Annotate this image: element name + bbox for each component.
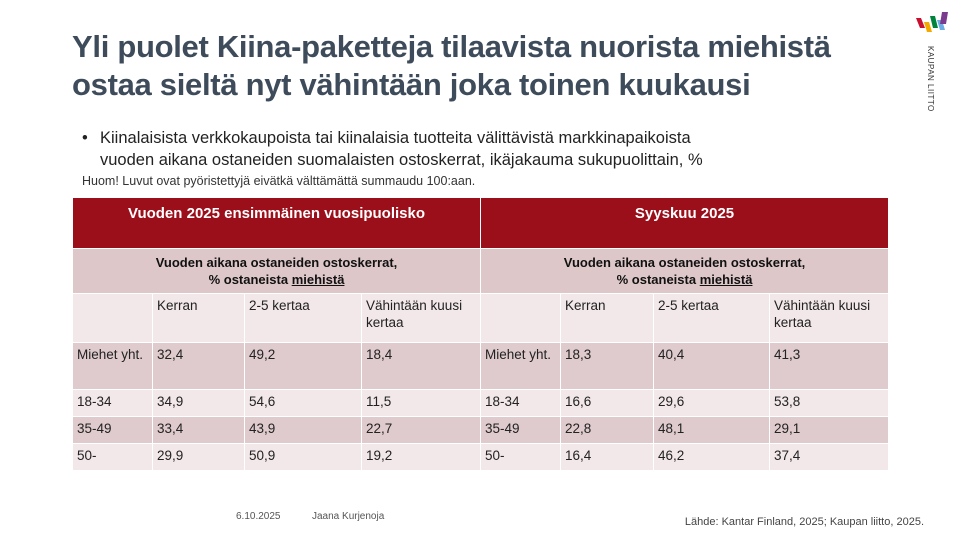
- table-row: [73, 444, 889, 471]
- empty-header-cell: [73, 294, 153, 343]
- column-header: Kerran: [561, 294, 654, 343]
- period-header: Vuoden 2025 ensimmäinen vuosipuolisko: [73, 198, 481, 249]
- subheader: [481, 249, 889, 294]
- column-header: Vähintään kuusi kertaa: [362, 294, 481, 343]
- subheader-line2: % ostaneista: [208, 272, 292, 287]
- source-text: Lähde: Kantar Finland, 2025; Kaupan liitto, 2025.: [684, 516, 924, 528]
- table-cell: 22,8: [561, 417, 654, 444]
- table-cell: 29,1: [770, 417, 889, 444]
- subheader-line2: % ostaneista: [616, 272, 700, 287]
- table-row: [73, 417, 889, 444]
- row-label: 18-34: [73, 390, 153, 417]
- subheader-line1: Vuoden aikana ostaneiden ostoskerrat,: [155, 255, 398, 270]
- table-cell: 32,4: [153, 343, 245, 390]
- logo-text: KAUPAN LIITTO: [926, 46, 935, 112]
- column-header: 2-5 kertaa: [654, 294, 770, 343]
- table-cell: 43,9: [245, 417, 362, 444]
- title-line: Yli puolet Kiina-paketteja tilaavista nuorista miehistä: [72, 29, 831, 64]
- row-label: 50-: [481, 444, 561, 471]
- table-cell: 16,4: [561, 444, 654, 471]
- table-cell: 33,4: [153, 417, 245, 444]
- bullet-text: [82, 127, 912, 171]
- table-row: [73, 390, 889, 417]
- table-cell: 16,6: [561, 390, 654, 417]
- table-cell: 19,2: [362, 444, 481, 471]
- title-line: ostaa sieltä nyt vähintään joka toinen kuukausi: [72, 67, 751, 102]
- rounding-note: Huom! Luvut ovat pyöristettyjä eivätkä välttämättä summaudu 100:aan.: [82, 174, 476, 188]
- table-cell: 53,8: [770, 390, 889, 417]
- subheader-line1: Vuoden aikana ostaneiden ostoskerrat,: [563, 255, 806, 270]
- row-label: 50-: [73, 444, 153, 471]
- table-cell: 37,4: [770, 444, 889, 471]
- row-label: Miehet yht.: [481, 343, 561, 390]
- subheader: [73, 249, 481, 294]
- row-label: 35-49: [73, 417, 153, 444]
- table-cell: 29,9: [153, 444, 245, 471]
- table-cell: 18,4: [362, 343, 481, 390]
- purchase-frequency-table: [72, 197, 889, 471]
- subheader-underlined: miehistä: [699, 272, 753, 287]
- table-cell: 22,7: [362, 417, 481, 444]
- empty-header-cell: [481, 294, 561, 343]
- table-row: [73, 343, 889, 390]
- period-header: Syyskuu 2025: [481, 198, 889, 249]
- table-cell: 50,9: [245, 444, 362, 471]
- subheader-underlined: miehistä: [291, 272, 345, 287]
- table-cell: 34,9: [153, 390, 245, 417]
- column-header: Kerran: [153, 294, 245, 343]
- table-cell: 29,6: [654, 390, 770, 417]
- column-header: 2-5 kertaa: [245, 294, 362, 343]
- footer-date: 6.10.2025: [236, 511, 281, 522]
- column-header: Vähintään kuusi kertaa: [770, 294, 889, 343]
- row-label: Miehet yht.: [73, 343, 153, 390]
- table-cell: 49,2: [245, 343, 362, 390]
- table-cell: 18,3: [561, 343, 654, 390]
- row-label: 35-49: [481, 417, 561, 444]
- bullet-dot-icon: •: [82, 129, 88, 147]
- table-cell: 48,1: [654, 417, 770, 444]
- row-label: 18-34: [481, 390, 561, 417]
- footer-author: Jaana Kurjenoja: [312, 511, 385, 522]
- bullet-line: Kiinalaisista verkkokaupoista tai kiinalaisia tuotteita välittävistä markkinapaikoista: [100, 129, 691, 147]
- table-cell: 54,6: [245, 390, 362, 417]
- bullet-line: vuoden aikana ostaneiden suomalaisten ostoskerrat, ikäjakauma sukupuolittain, %: [100, 151, 703, 169]
- table-cell: 41,3: [770, 343, 889, 390]
- table-cell: 40,4: [654, 343, 770, 390]
- slide-title: [72, 28, 932, 104]
- table-cell: 11,5: [362, 390, 481, 417]
- table-cell: 46,2: [654, 444, 770, 471]
